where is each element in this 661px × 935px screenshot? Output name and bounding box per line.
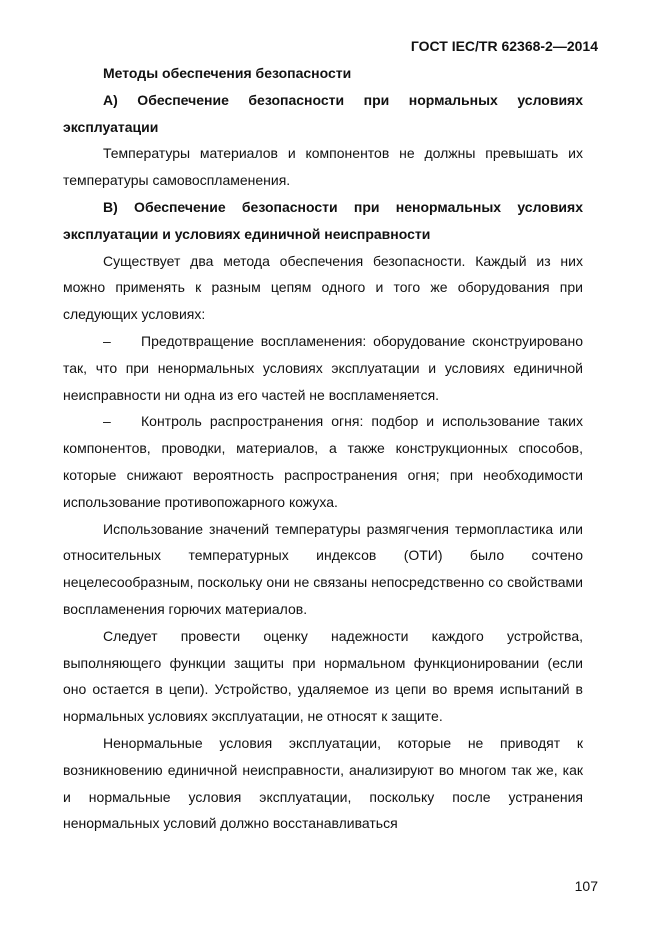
list-item-text: Предотвращение воспламенения: оборудование сконструировано так, что при ненормальных условиях эксплуатации и условиях единичной неисправности ни одна из его частей не воспламеняется. [63, 332, 583, 403]
list-item-text: Контроль распространения огня: подбор и использование таких компонентов, проводки, материалов, а также конструкционных способов, которые снижают вероятность распространения огня; при необходимости использование противопожарного кожуха. [63, 413, 583, 510]
document-header: ГОСТ IEC/TR 62368-2—2014 [410, 38, 598, 54]
list-dash: – [103, 332, 111, 349]
list-item [63, 408, 583, 515]
paragraph-methods: Существует два метода обеспечения безопасности. Каждый из них можно применять к разным цепям одного и того же оборудования при следующих условиях: [63, 252, 583, 323]
paragraph-oti: Использование значений температуры размягчения термопластика или относительных температурных индексов (ОТИ) было сочтено нецелесообразным, поскольку они не связаны непосредственно со свойствами воспламенения горючих материалов. [63, 520, 583, 617]
paragraph-a: Температуры материалов и компонентов не должны превышать их температуры самовоспламенения. [63, 145, 583, 189]
list-dash: – [103, 413, 111, 430]
paragraph-abnormal: Ненормальные условия эксплуатации, которые не приводят к возникновению единичной неисправности, анализируют во многом так же, как и нормальные условия эксплуатации, поскольку после устранения ненормальных условий должно восстанавливаться [63, 734, 583, 832]
list-item [63, 328, 583, 408]
document-body [63, 60, 583, 837]
subsection-b-heading: В) Обеспечение безопасности при ненормальных условиях эксплуатации и условиях единичной неисправности [63, 198, 583, 242]
paragraph-reliability: Следует провести оценку надежности каждого устройства, выполняющего функции защиты при нормальном функционировании (если оно остается в цепи). Устройство, удаляемое из цепи во время испытаний в нормальных условиях эксплуатации, не относят к защите. [63, 627, 583, 725]
page-number: 107 [574, 878, 598, 894]
subsection-a-heading: А) Обеспечение безопасности при нормальных условиях эксплуатации [63, 91, 583, 135]
section-title: Методы обеспечения безопасности [103, 65, 352, 81]
